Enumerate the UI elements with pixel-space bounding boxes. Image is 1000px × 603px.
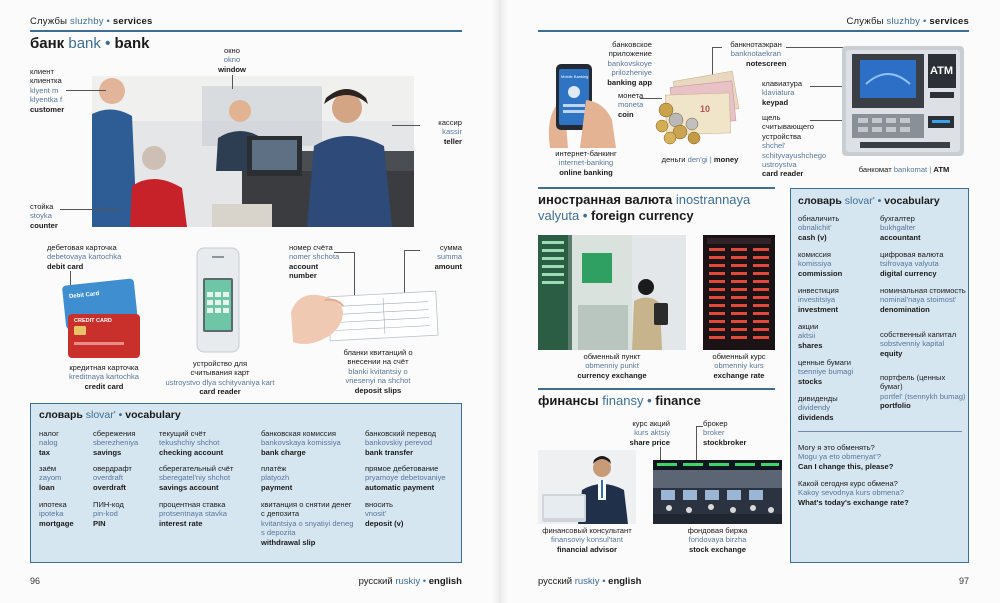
vocab-item: банковская комиссия bankovskaya komissiya bank charge [261,429,341,457]
section-header: Службы sluzhby • services [846,16,969,27]
vocab-item: дивиденды dividendy dividends [798,394,838,422]
label-stockbroker: брокер broker stockbroker [703,419,747,447]
atm-image [838,44,968,158]
vocab-item: текущий счёт tekushchiy shchot checking account [159,429,224,457]
deposit-slip-image [289,282,441,352]
foreign-currency-title: иностранная валюта inostrannaya valyuta • foreign currency [538,192,751,223]
vocab-item: прямое дебетование pryamoye debetovaniye automatic payment [365,464,446,492]
bank-photo [92,76,414,227]
vocab-item: вносить vnosit' deposit (v) [365,500,404,528]
section-rule [538,388,775,390]
currency-exchange-photo [538,235,686,350]
header-rule [538,30,969,32]
page-title: банк bank • bank [30,35,150,52]
page-number: 96 [30,576,41,586]
vocab-item: цифровая валюта tsifrovaya valyuta digital currency [880,250,944,278]
svg-text:10: 10 [700,104,711,114]
vocabulary-heading: словарь slovar' • vocabulary [39,409,181,421]
vocab-item: сбережения sberezheniya savings [93,429,139,457]
vocab-item: процентная ставка protsentnaya stavka interest rate [159,500,227,528]
phrase-item: Могу я это обменять? Mogu ya eto obmenyat'? Can I change this, please? [798,443,894,471]
page-number: 97 [958,576,969,586]
vocab-item: налог nalog tax [39,429,59,457]
label-share-price: курс акций kurs aktsiy share price [629,419,670,447]
vocab-item: комиссия komissiya commission [798,250,843,278]
vocab-item: собственный капитал sobstvenniy kapital equity [880,330,957,358]
debit-card-text: Debit Card [68,291,100,301]
vocabulary-box [30,403,462,563]
phrase-item: Какой сегодня курс обмена? Kakoy sevodnya kurs obmena? What's today's exchange rate? [798,479,909,507]
finance-title: финансы finansy • finance [538,393,701,408]
label-keypad: клавиатура klaviatura keypad [762,79,803,107]
vocab-item: обналичить obnalichit' cash (v) [798,214,840,242]
label-money: деньги den'gi | money [661,155,739,164]
vocab-item: платёж platyozh payment [261,464,293,492]
vocab-item: сберегательный счёт sberegatel'niy shchot savings account [159,464,234,492]
financial-advisor-photo [538,450,636,524]
vocabulary-box [790,188,969,563]
label-currency-exchange: обменный пункт obmenniy punkt currency exchange [577,352,647,380]
section-header: Службы sluzhby • services [30,16,153,27]
label-card-slot: щель считывающего устройства shchel' schityvayushchego ustroystva card reader [762,113,827,179]
label-debit-card: дебетовая карточка debetovaya kartochka debit card [47,243,122,271]
vocab-item: номинальная стоимость nominal'naya stoimost' denomination [880,286,966,314]
right-page [500,0,1000,603]
vocab-item: ипотека ipoteka mortgage [39,500,74,528]
label-financial-advisor: финансовый консультант finansoviy konsul'tant financial advisor [542,526,632,554]
label-coin: монета moneta coin [618,91,644,119]
book-gutter [492,0,508,603]
label-card-reader: устройство для считывания карт ustroystvo dlya schityvaniya kart card reader [165,359,275,397]
label-online-banking: интернет-банкинг internet-banking online banking [555,149,617,177]
card-reader-image [193,246,243,356]
stock-exchange-photo [653,460,782,524]
footer-languages: русский ruskiy • english [538,576,642,587]
phone-image [546,60,622,148]
phrases-divider [798,431,962,432]
vocab-item: банковский перевод bankovskiy perevod bank transfer [365,429,437,457]
label-amount: сумма summa amount [434,243,462,271]
vocab-item: портфель (ценных бумаг) portfel' (tsennykh bumag) portfolio [880,373,966,411]
label-customer: клиент клиентка klyent m klyentka f customer [30,67,65,114]
label-banking-app: банковское приложение bankovskoye prilozheniye banking app [607,40,652,87]
footer-languages: русский ruskiy • english [358,576,462,587]
credit-card-text: CREDIT CARD [74,318,112,324]
label-atm: банкомат bankomat | ATM [858,165,950,174]
vocabulary-heading: словарь slovar' • vocabulary [798,195,940,207]
money-image [652,66,742,148]
label-stock-exchange: фондовая биржа fondovaya birzha stock exchange [687,526,748,554]
label-window: окно okno window [218,46,246,74]
vocab-item: бухгалтер bukhgalter accountant [880,214,921,242]
vocab-item: акции aktsii shares [798,322,823,350]
vocab-item: овердрафт overdraft overdraft [93,464,132,492]
vocab-item: квитанция о снятии денег с депозита kvitantsiya o snyatiyi deneg s depozita withdrawal slip [261,500,354,547]
label-credit-card: кредитная карточка kreditnaya kartochka credit card [68,363,140,391]
label-deposit-slips: бланки квитанций о внесении на счёт blanki kvitantsiy o vnesenyi na shchot deposit slips [343,348,413,395]
label-teller: кассир kassir teller [438,118,462,146]
vocab-item: заём zayom loan [39,464,62,492]
vocab-item: ценные бумаги tsenniye bumagi stocks [798,358,854,386]
phone-screen-text: Mobile Banking [561,74,589,79]
cards-image [60,278,142,360]
exchange-rate-board [703,235,775,350]
label-note: банкнота banknota note [730,40,762,68]
label-counter: стойка stoyka counter [30,202,58,230]
section-rule [538,187,775,189]
header-rule [30,30,462,32]
vocab-item: ПИН-код pin-kod PIN [93,500,124,528]
label-account-number: номер счёта nomer shchota account number [289,243,340,281]
label-exchange-rate: обменный курс obmenniy kurs exchange rate [712,352,766,380]
atm-sign-text: ATM [930,65,954,77]
vocab-item: инвестиция investitsiya investment [798,286,839,314]
label-screen: экран ekran screen [762,40,787,68]
